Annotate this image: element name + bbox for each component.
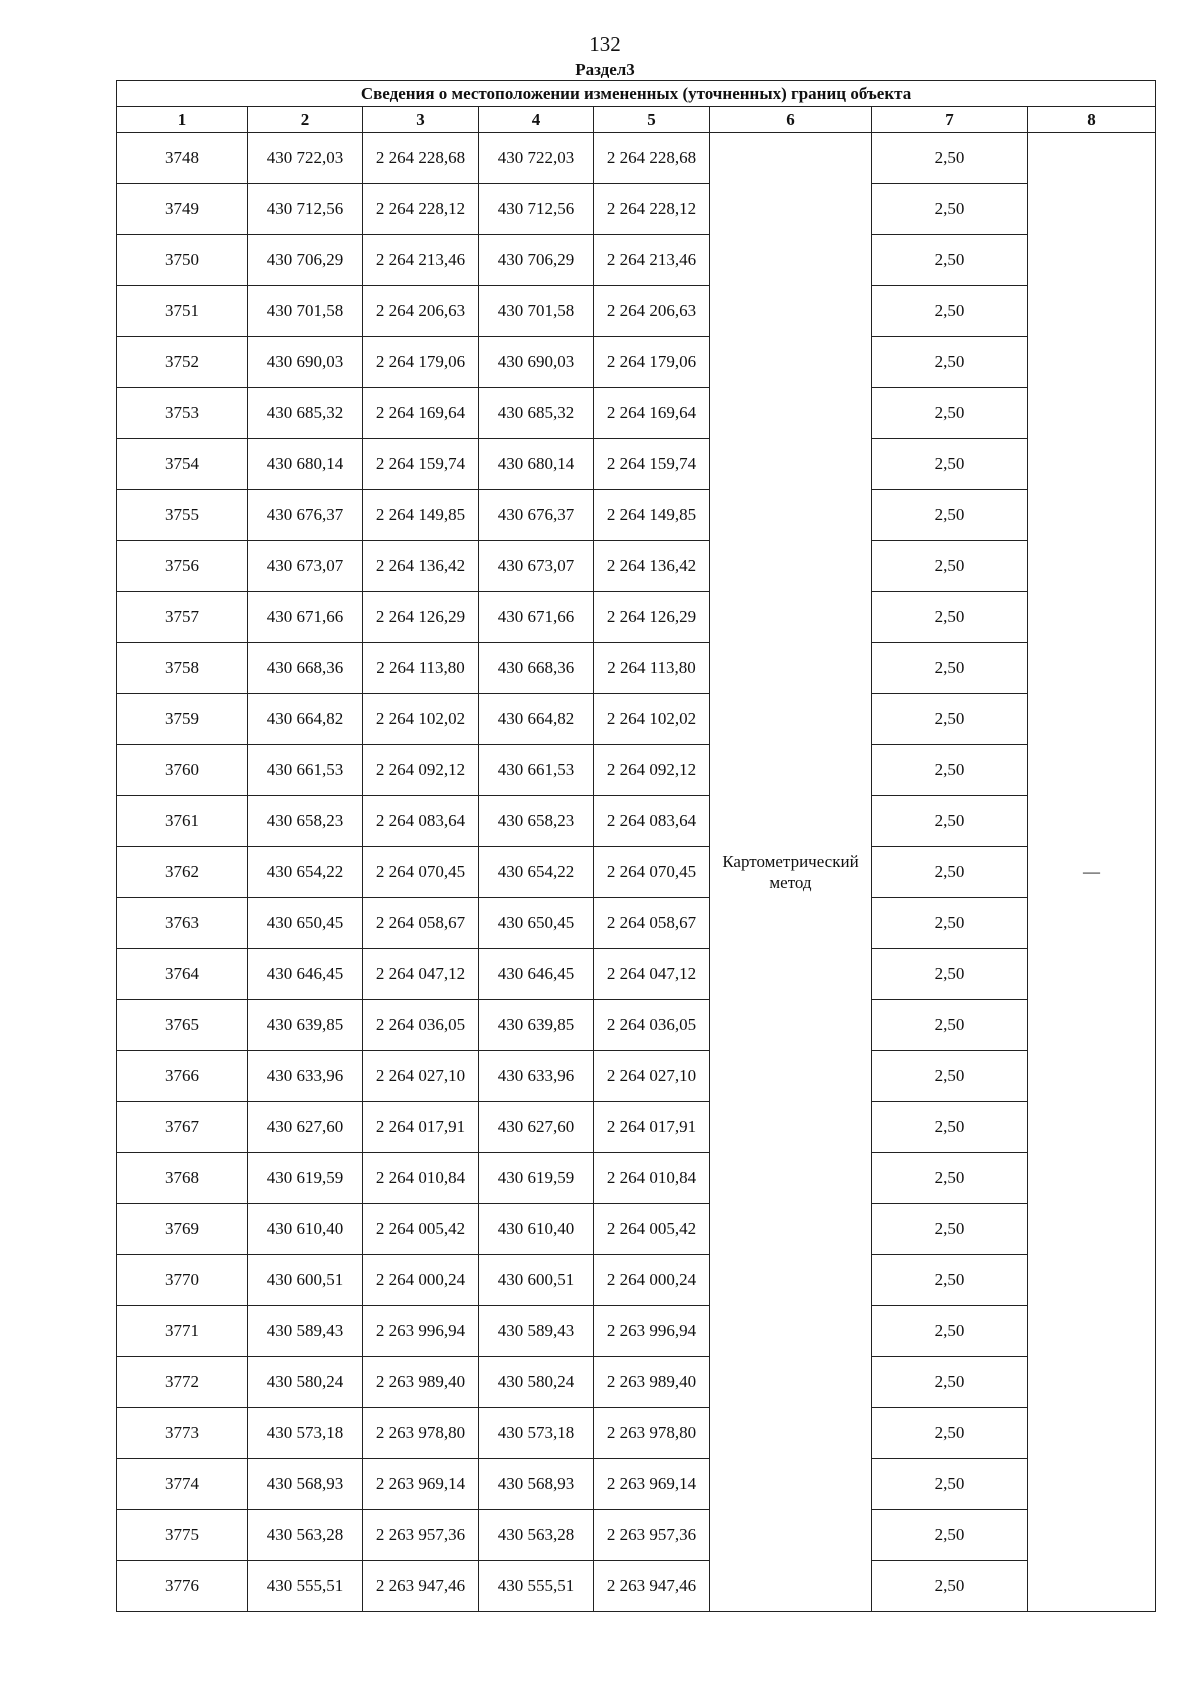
x-existing-cell: 430 685,32 [248, 388, 363, 439]
table-row [117, 133, 1156, 184]
x-existing-cell: 430 627,60 [248, 1102, 363, 1153]
point-number-cell: 3770 [117, 1255, 248, 1306]
y-existing-cell: 2 263 957,36 [363, 1510, 479, 1561]
y-new-cell: 2 263 978,80 [594, 1408, 710, 1459]
point-number-cell: 3772 [117, 1357, 248, 1408]
y-existing-cell: 2 263 978,80 [363, 1408, 479, 1459]
x-new-cell: 430 722,03 [479, 133, 594, 184]
y-existing-cell: 2 264 169,64 [363, 388, 479, 439]
point-number-cell: 3762 [117, 847, 248, 898]
y-existing-cell: 2 263 989,40 [363, 1357, 479, 1408]
y-new-cell: 2 264 005,42 [594, 1204, 710, 1255]
table-row [117, 592, 1156, 643]
accuracy-cell: 2,50 [872, 1561, 1028, 1612]
point-number-cell: 3765 [117, 1000, 248, 1051]
table-row [117, 1255, 1156, 1306]
point-number-cell: 3748 [117, 133, 248, 184]
point-number-cell: 3773 [117, 1408, 248, 1459]
column-header-5: 5 [594, 107, 710, 133]
x-new-cell: 430 658,23 [479, 796, 594, 847]
x-new-cell: 430 690,03 [479, 337, 594, 388]
column-header-3: 3 [363, 107, 479, 133]
point-number-cell: 3756 [117, 541, 248, 592]
accuracy-cell: 2,50 [872, 1255, 1028, 1306]
accuracy-cell: 2,50 [872, 898, 1028, 949]
x-existing-cell: 430 563,28 [248, 1510, 363, 1561]
y-existing-cell: 2 264 159,74 [363, 439, 479, 490]
y-existing-cell: 2 264 213,46 [363, 235, 479, 286]
accuracy-cell: 2,50 [872, 1000, 1028, 1051]
page-number: 132 [589, 32, 621, 56]
table-row [117, 235, 1156, 286]
x-existing-cell: 430 676,37 [248, 490, 363, 541]
x-new-cell: 430 633,96 [479, 1051, 594, 1102]
accuracy-cell: 2,50 [872, 184, 1028, 235]
x-existing-cell: 430 555,51 [248, 1561, 363, 1612]
x-existing-cell: 430 673,07 [248, 541, 363, 592]
x-existing-cell: 430 690,03 [248, 337, 363, 388]
x-new-cell: 430 680,14 [479, 439, 594, 490]
y-new-cell: 2 263 957,36 [594, 1510, 710, 1561]
boundary-coordinates-table [116, 80, 1156, 1612]
y-new-cell: 2 264 136,42 [594, 541, 710, 592]
y-new-cell: 2 264 047,12 [594, 949, 710, 1000]
x-existing-cell: 430 701,58 [248, 286, 363, 337]
table-row [117, 1306, 1156, 1357]
x-existing-cell: 430 706,29 [248, 235, 363, 286]
accuracy-cell: 2,50 [872, 1408, 1028, 1459]
accuracy-cell: 2,50 [872, 1102, 1028, 1153]
x-new-cell: 430 646,45 [479, 949, 594, 1000]
point-number-cell: 3763 [117, 898, 248, 949]
accuracy-cell: 2,50 [872, 1153, 1028, 1204]
point-number-cell: 3774 [117, 1459, 248, 1510]
accuracy-cell: 2,50 [872, 643, 1028, 694]
y-existing-cell: 2 264 126,29 [363, 592, 479, 643]
accuracy-cell: 2,50 [872, 1306, 1028, 1357]
y-existing-cell: 2 264 228,12 [363, 184, 479, 235]
accuracy-cell: 2,50 [872, 592, 1028, 643]
x-new-cell: 430 580,24 [479, 1357, 594, 1408]
point-number-cell: 3775 [117, 1510, 248, 1561]
y-existing-cell: 2 264 047,12 [363, 949, 479, 1000]
y-new-cell: 2 263 989,40 [594, 1357, 710, 1408]
y-new-cell: 2 263 996,94 [594, 1306, 710, 1357]
table-row [117, 898, 1156, 949]
point-number-cell: 3767 [117, 1102, 248, 1153]
accuracy-cell: 2,50 [872, 949, 1028, 1000]
y-existing-cell: 2 264 179,06 [363, 337, 479, 388]
y-existing-cell: 2 264 017,91 [363, 1102, 479, 1153]
table-caption: Сведения о местоположении измененных (уточненных) границ объекта [117, 81, 1156, 107]
column-header-6: 6 [710, 107, 872, 133]
y-new-cell: 2 264 228,68 [594, 133, 710, 184]
section-title: Раздел3 [575, 60, 635, 79]
y-new-cell: 2 264 126,29 [594, 592, 710, 643]
column-header-1: 1 [117, 107, 248, 133]
x-new-cell: 430 568,93 [479, 1459, 594, 1510]
y-existing-cell: 2 264 102,02 [363, 694, 479, 745]
accuracy-cell: 2,50 [872, 847, 1028, 898]
y-existing-cell: 2 264 027,10 [363, 1051, 479, 1102]
y-new-cell: 2 264 113,80 [594, 643, 710, 694]
x-existing-cell: 430 610,40 [248, 1204, 363, 1255]
x-existing-cell: 430 668,36 [248, 643, 363, 694]
y-new-cell: 2 264 102,02 [594, 694, 710, 745]
y-existing-cell: 2 264 092,12 [363, 745, 479, 796]
method-cell: Картометрический метод [710, 133, 872, 1612]
accuracy-cell: 2,50 [872, 133, 1028, 184]
x-existing-cell: 430 589,43 [248, 1306, 363, 1357]
x-new-cell: 430 676,37 [479, 490, 594, 541]
y-new-cell: 2 264 206,63 [594, 286, 710, 337]
note-cell: — [1028, 133, 1156, 1612]
table-row [117, 694, 1156, 745]
y-new-cell: 2 264 027,10 [594, 1051, 710, 1102]
x-existing-cell: 430 671,66 [248, 592, 363, 643]
x-existing-cell: 430 619,59 [248, 1153, 363, 1204]
table-row [117, 847, 1156, 898]
point-number-cell: 3761 [117, 796, 248, 847]
x-new-cell: 430 673,07 [479, 541, 594, 592]
table-row [117, 745, 1156, 796]
table-row [117, 388, 1156, 439]
accuracy-cell: 2,50 [872, 1510, 1028, 1561]
table-row [117, 1510, 1156, 1561]
x-existing-cell: 430 646,45 [248, 949, 363, 1000]
table-row [117, 286, 1156, 337]
y-new-cell: 2 264 036,05 [594, 1000, 710, 1051]
table-row [117, 643, 1156, 694]
x-existing-cell: 430 573,18 [248, 1408, 363, 1459]
y-existing-cell: 2 264 228,68 [363, 133, 479, 184]
y-existing-cell: 2 264 070,45 [363, 847, 479, 898]
x-existing-cell: 430 580,24 [248, 1357, 363, 1408]
x-new-cell: 430 555,51 [479, 1561, 594, 1612]
table-row [117, 439, 1156, 490]
table-row [117, 1408, 1156, 1459]
point-number-cell: 3754 [117, 439, 248, 490]
x-existing-cell: 430 633,96 [248, 1051, 363, 1102]
x-existing-cell: 430 680,14 [248, 439, 363, 490]
point-number-cell: 3759 [117, 694, 248, 745]
column-header-row [117, 107, 1156, 133]
y-existing-cell: 2 264 010,84 [363, 1153, 479, 1204]
x-new-cell: 430 701,58 [479, 286, 594, 337]
table-row [117, 1000, 1156, 1051]
accuracy-cell: 2,50 [872, 388, 1028, 439]
y-existing-cell: 2 264 206,63 [363, 286, 479, 337]
y-new-cell: 2 264 017,91 [594, 1102, 710, 1153]
table-row [117, 949, 1156, 1000]
table-row [117, 1102, 1156, 1153]
y-new-cell: 2 264 092,12 [594, 745, 710, 796]
point-number-cell: 3757 [117, 592, 248, 643]
y-existing-cell: 2 264 083,64 [363, 796, 479, 847]
table-row [117, 796, 1156, 847]
column-header-2: 2 [248, 107, 363, 133]
point-number-cell: 3764 [117, 949, 248, 1000]
accuracy-cell: 2,50 [872, 541, 1028, 592]
table-row [117, 1051, 1156, 1102]
x-existing-cell: 430 600,51 [248, 1255, 363, 1306]
x-new-cell: 430 712,56 [479, 184, 594, 235]
x-existing-cell: 430 658,23 [248, 796, 363, 847]
y-new-cell: 2 264 213,46 [594, 235, 710, 286]
point-number-cell: 3753 [117, 388, 248, 439]
x-new-cell: 430 706,29 [479, 235, 594, 286]
x-new-cell: 430 661,53 [479, 745, 594, 796]
point-number-cell: 3760 [117, 745, 248, 796]
x-new-cell: 430 668,36 [479, 643, 594, 694]
y-existing-cell: 2 264 149,85 [363, 490, 479, 541]
y-existing-cell: 2 264 058,67 [363, 898, 479, 949]
x-existing-cell: 430 712,56 [248, 184, 363, 235]
point-number-cell: 3755 [117, 490, 248, 541]
x-new-cell: 430 589,43 [479, 1306, 594, 1357]
y-existing-cell: 2 264 113,80 [363, 643, 479, 694]
accuracy-cell: 2,50 [872, 796, 1028, 847]
x-new-cell: 430 610,40 [479, 1204, 594, 1255]
x-existing-cell: 430 568,93 [248, 1459, 363, 1510]
x-existing-cell: 430 650,45 [248, 898, 363, 949]
x-new-cell: 430 573,18 [479, 1408, 594, 1459]
y-existing-cell: 2 263 947,46 [363, 1561, 479, 1612]
y-new-cell: 2 264 228,12 [594, 184, 710, 235]
x-new-cell: 430 563,28 [479, 1510, 594, 1561]
point-number-cell: 3751 [117, 286, 248, 337]
accuracy-cell: 2,50 [872, 490, 1028, 541]
y-new-cell: 2 264 058,67 [594, 898, 710, 949]
column-header-8: 8 [1028, 107, 1156, 133]
x-existing-cell: 430 722,03 [248, 133, 363, 184]
accuracy-cell: 2,50 [872, 1051, 1028, 1102]
y-new-cell: 2 264 159,74 [594, 439, 710, 490]
y-new-cell: 2 264 070,45 [594, 847, 710, 898]
table-row [117, 1561, 1156, 1612]
y-existing-cell: 2 264 136,42 [363, 541, 479, 592]
x-new-cell: 430 654,22 [479, 847, 594, 898]
x-new-cell: 430 619,59 [479, 1153, 594, 1204]
accuracy-cell: 2,50 [872, 1357, 1028, 1408]
point-number-cell: 3776 [117, 1561, 248, 1612]
accuracy-cell: 2,50 [872, 745, 1028, 796]
x-existing-cell: 430 654,22 [248, 847, 363, 898]
point-number-cell: 3749 [117, 184, 248, 235]
y-existing-cell: 2 264 000,24 [363, 1255, 479, 1306]
x-existing-cell: 430 664,82 [248, 694, 363, 745]
accuracy-cell: 2,50 [872, 439, 1028, 490]
table-row [117, 337, 1156, 388]
y-existing-cell: 2 263 969,14 [363, 1459, 479, 1510]
table-row [117, 184, 1156, 235]
table-row [117, 541, 1156, 592]
column-header-7: 7 [872, 107, 1028, 133]
point-number-cell: 3752 [117, 337, 248, 388]
y-existing-cell: 2 264 036,05 [363, 1000, 479, 1051]
table-row [117, 490, 1156, 541]
x-existing-cell: 430 639,85 [248, 1000, 363, 1051]
x-new-cell: 430 600,51 [479, 1255, 594, 1306]
y-new-cell: 2 264 010,84 [594, 1153, 710, 1204]
x-existing-cell: 430 661,53 [248, 745, 363, 796]
point-number-cell: 3771 [117, 1306, 248, 1357]
point-number-cell: 3769 [117, 1204, 248, 1255]
column-header-4: 4 [479, 107, 594, 133]
x-new-cell: 430 685,32 [479, 388, 594, 439]
accuracy-cell: 2,50 [872, 337, 1028, 388]
y-new-cell: 2 264 083,64 [594, 796, 710, 847]
accuracy-cell: 2,50 [872, 1204, 1028, 1255]
x-new-cell: 430 650,45 [479, 898, 594, 949]
x-new-cell: 430 639,85 [479, 1000, 594, 1051]
y-existing-cell: 2 263 996,94 [363, 1306, 479, 1357]
y-new-cell: 2 264 149,85 [594, 490, 710, 541]
accuracy-cell: 2,50 [872, 235, 1028, 286]
x-new-cell: 430 664,82 [479, 694, 594, 745]
table-row [117, 1153, 1156, 1204]
point-number-cell: 3766 [117, 1051, 248, 1102]
y-existing-cell: 2 264 005,42 [363, 1204, 479, 1255]
point-number-cell: 3768 [117, 1153, 248, 1204]
accuracy-cell: 2,50 [872, 286, 1028, 337]
y-new-cell: 2 263 969,14 [594, 1459, 710, 1510]
y-new-cell: 2 264 179,06 [594, 337, 710, 388]
point-number-cell: 3750 [117, 235, 248, 286]
table-row [117, 1204, 1156, 1255]
accuracy-cell: 2,50 [872, 694, 1028, 745]
y-new-cell: 2 264 000,24 [594, 1255, 710, 1306]
table-row [117, 1357, 1156, 1408]
table-row [117, 1459, 1156, 1510]
y-new-cell: 2 264 169,64 [594, 388, 710, 439]
y-new-cell: 2 263 947,46 [594, 1561, 710, 1612]
x-new-cell: 430 627,60 [479, 1102, 594, 1153]
point-number-cell: 3758 [117, 643, 248, 694]
x-new-cell: 430 671,66 [479, 592, 594, 643]
accuracy-cell: 2,50 [872, 1459, 1028, 1510]
